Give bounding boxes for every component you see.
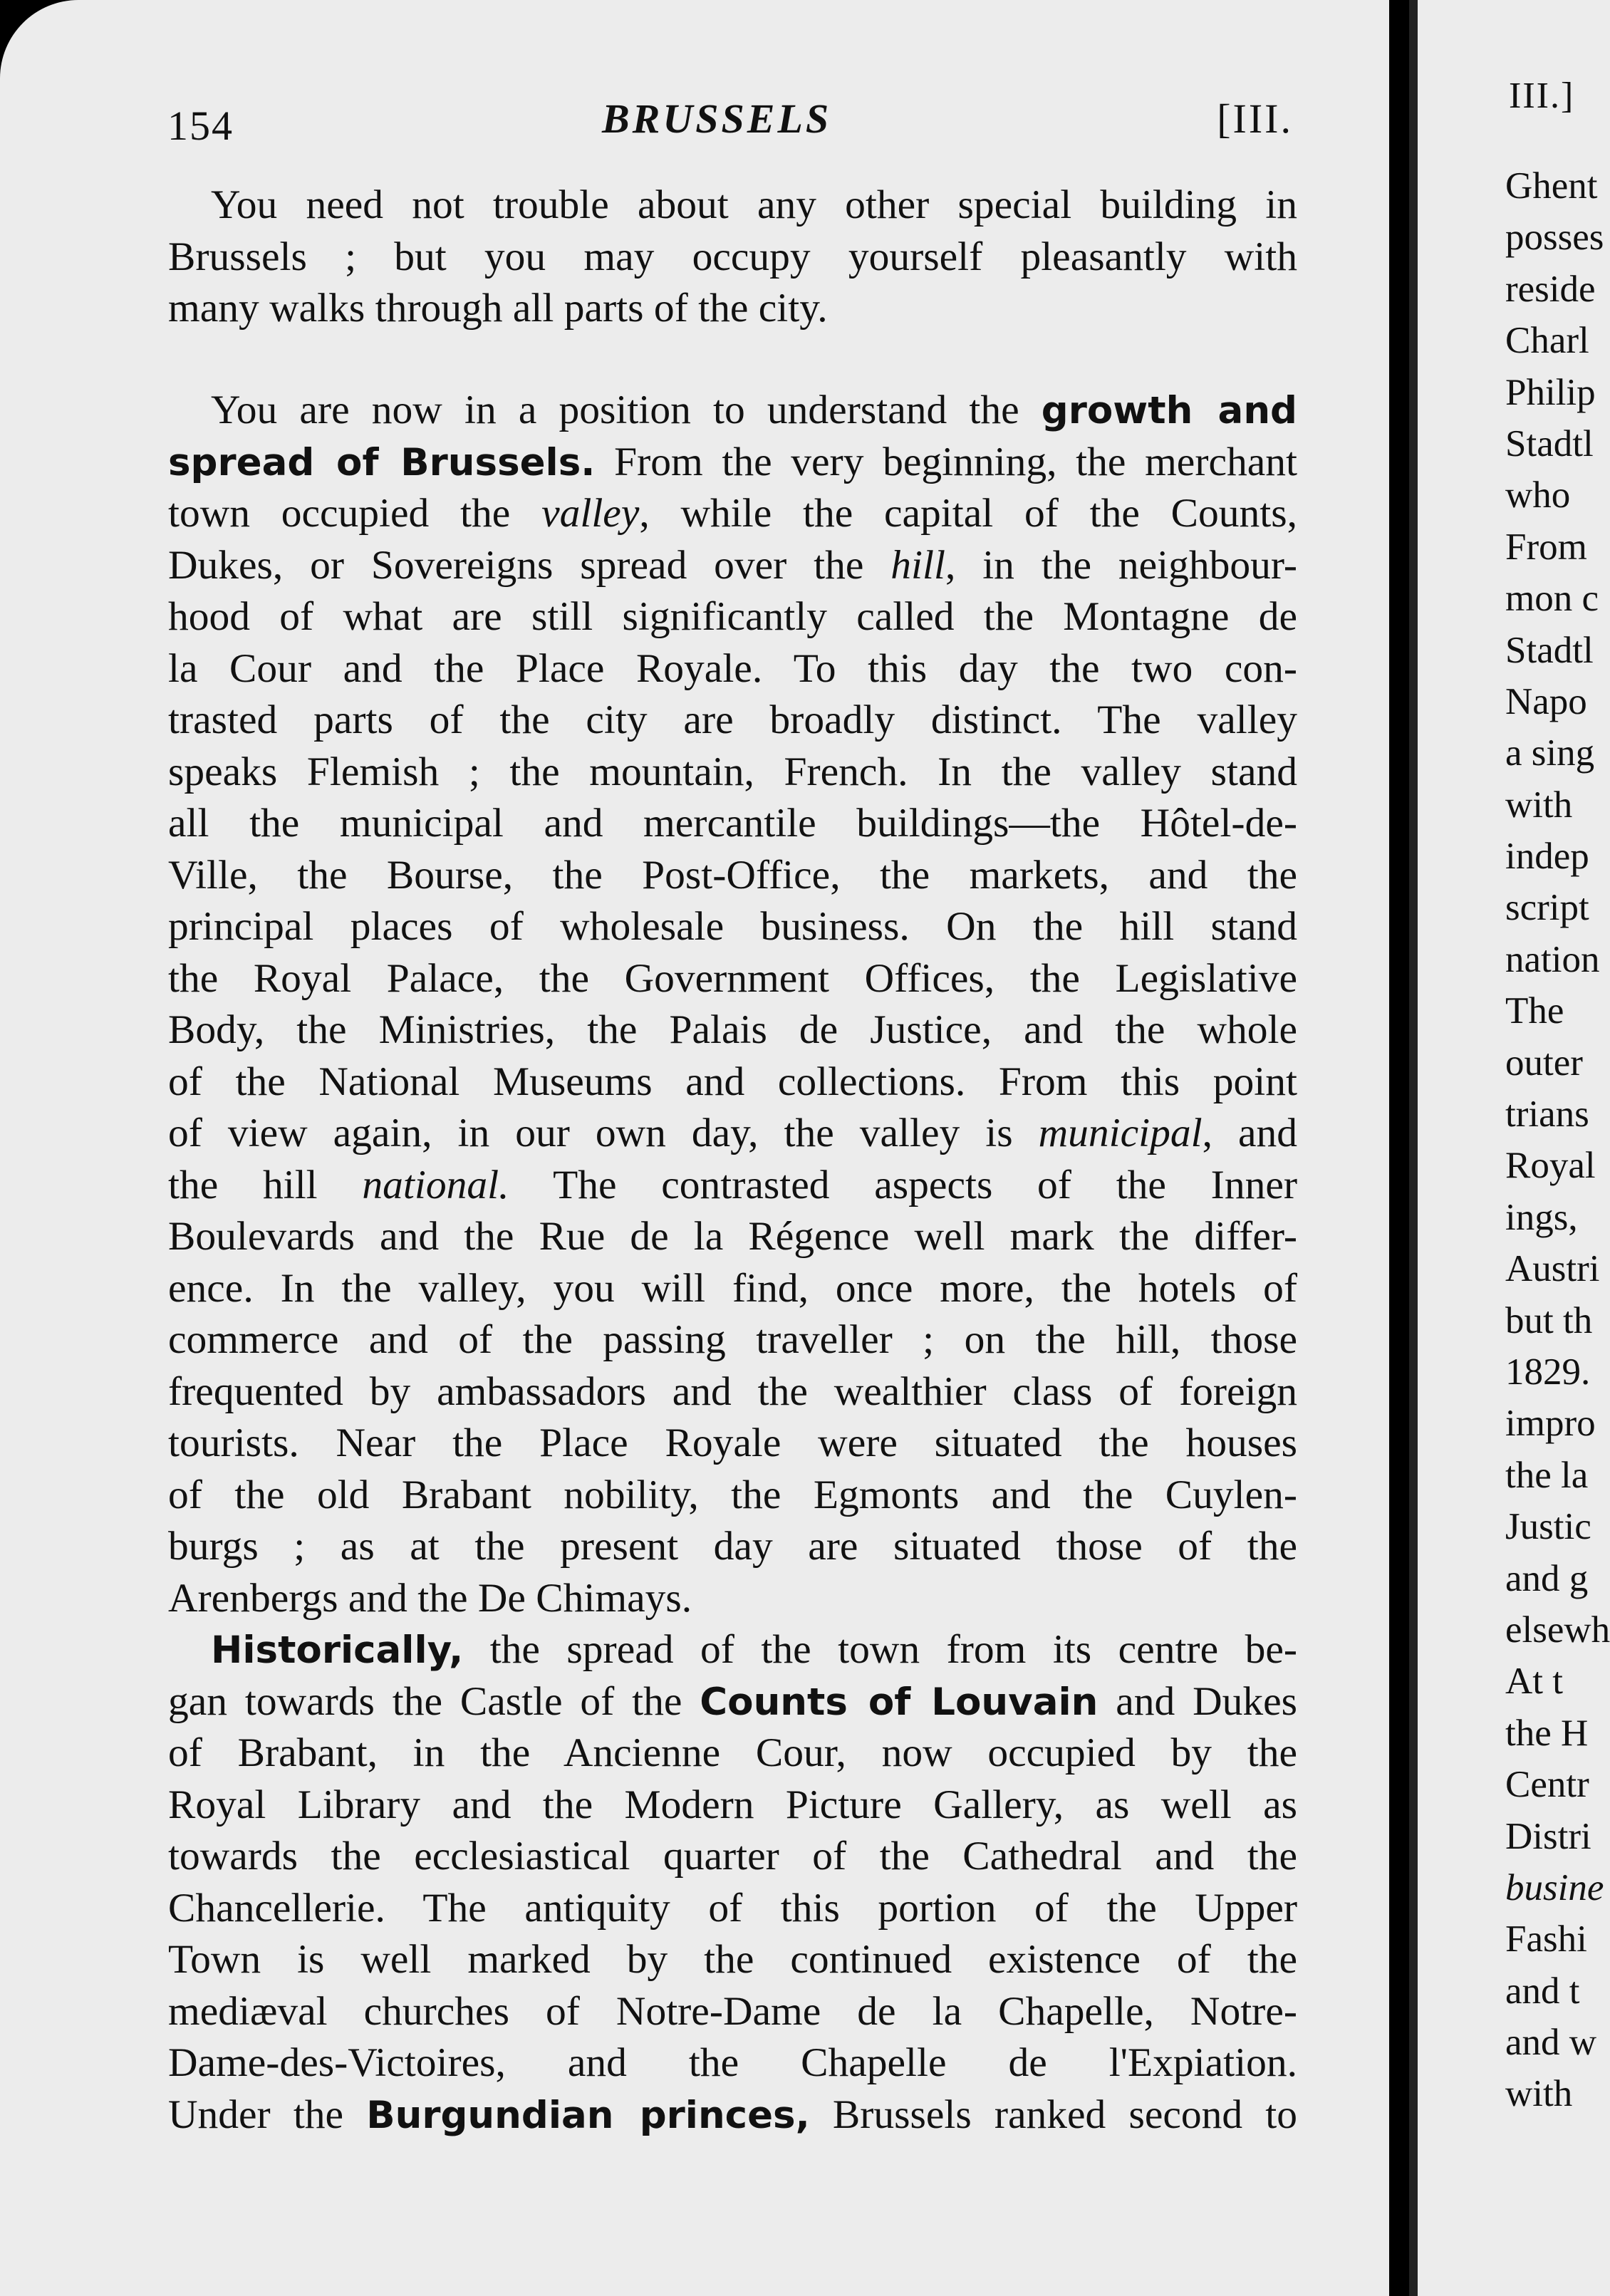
text-line: Town is well marked by the continued existence of the xyxy=(168,1937,1297,1982)
bold-term: growth and xyxy=(1041,389,1297,432)
text-line: but th xyxy=(1505,1299,1593,1341)
text-line: the Royal Palace, the Government Offices, the Legislative xyxy=(168,955,1297,1001)
text-line: tourists. Near the Place Royale were situated the houses xyxy=(168,1420,1297,1465)
text-line: Justic xyxy=(1505,1506,1591,1548)
text-line: many walks through all parts of the city. xyxy=(168,286,828,331)
text-line: speaks Flemish ; the mountain, French. In the valley stand xyxy=(168,749,1297,794)
text-line: mon c xyxy=(1505,578,1599,620)
text-line: busine xyxy=(1505,1866,1604,1908)
gutter-edge xyxy=(1409,0,1418,2296)
text-line: Dame-des-Victoires, and the Chapelle de l'Expiation. xyxy=(168,2040,1297,2085)
text-line: burgs ; as at the present day are situated those of the xyxy=(168,1524,1297,1569)
text-line: la Cour and the Place Royale. To this day the two con- xyxy=(168,645,1297,691)
text-line: From xyxy=(1505,526,1587,568)
text-line: gan towards the Castle of the Counts of Louvain and Dukes xyxy=(168,1678,1297,1724)
text-line: with xyxy=(1505,2073,1573,2115)
text-line: 1829. xyxy=(1505,1351,1591,1393)
text-line: trians xyxy=(1505,1094,1589,1136)
text-line: the hill national. The contrasted aspects of the Inner xyxy=(168,1162,1297,1207)
text-line: town occupied the valley, while the capital of the Counts, xyxy=(168,491,1297,536)
text-line: trasted parts of the city are broadly distinct. The valley xyxy=(168,697,1297,742)
text-line: of Brabant, in the Ancienne Cour, now occupied by the xyxy=(168,1730,1297,1775)
text-line: mediæval churches of Notre-Dame de la Chapelle, Notre- xyxy=(168,1988,1297,2034)
text-line: At t xyxy=(1505,1661,1563,1703)
italic-term: municipal xyxy=(1038,1111,1203,1155)
text-line: Dukes, or Sovereigns spread over the hill, in the neighbour- xyxy=(168,542,1297,588)
text-line: elsewh xyxy=(1505,1609,1610,1651)
text-line: the la xyxy=(1505,1454,1589,1496)
bold-term: Counts of Louvain xyxy=(700,1680,1099,1724)
text-line: Charl xyxy=(1505,320,1589,362)
text-line: script xyxy=(1505,887,1589,929)
text-line: You need not trouble about any other special building in xyxy=(211,182,1297,227)
text-line: of the National Museums and collections. From this point xyxy=(168,1059,1297,1104)
right-page-text xyxy=(1505,160,1610,2120)
text-line: commerce and of the passing traveller ; on the hill, those xyxy=(168,1317,1297,1362)
text-line: impro xyxy=(1505,1403,1596,1445)
text-line: principal places of wholesale business. On the hill stand xyxy=(168,904,1297,949)
text-line: Arenbergs and the De Chimays. xyxy=(168,1575,692,1621)
text-line: towards the ecclesiastical quarter of the Cathedral and the xyxy=(168,1834,1297,1879)
text-line: with xyxy=(1505,784,1573,826)
text-line: Brussels ; but you may occupy yourself pleasantly with xyxy=(168,234,1297,279)
text-line: the H xyxy=(1505,1712,1589,1754)
text-line: indep xyxy=(1505,836,1589,878)
text-line: ings, xyxy=(1505,1196,1578,1238)
text-line: spread of Brussels. From the very beginning, the merchant xyxy=(168,439,1297,484)
text-line: Fashi xyxy=(1505,1918,1587,1960)
text-line: Royal Library and the Modern Picture Gallery, as well as xyxy=(168,1782,1297,1827)
text-line: Ghent xyxy=(1505,165,1598,207)
text-line: who xyxy=(1505,474,1571,516)
running-title: BRUSSELS xyxy=(602,95,832,142)
text-line: Ville, the Bourse, the Post-Office, the markets, and the xyxy=(168,852,1297,898)
text-line: Boulevards and the Rue de la Régence well mark the differ- xyxy=(168,1214,1297,1259)
text-line: Royal xyxy=(1505,1145,1596,1187)
text-line: The xyxy=(1505,990,1564,1032)
text-line: Body, the Ministries, the Palais de Justice, and the whole xyxy=(168,1007,1297,1052)
bold-term: Historically, xyxy=(211,1629,464,1672)
text-line: Napo xyxy=(1505,680,1587,722)
paragraph-3 xyxy=(168,1624,1297,2141)
text-line: frequented by ambassadors and the wealthier class of foreign xyxy=(168,1368,1297,1414)
text-line: of view again, in our own day, the valley is municipal, and xyxy=(168,1111,1297,1155)
text-line: Philip xyxy=(1505,371,1596,413)
text-line: Centr xyxy=(1505,1764,1589,1806)
text-line: and w xyxy=(1505,2022,1597,2064)
text-line: ence. In the valley, you will find, once more, the hotels of xyxy=(168,1265,1297,1311)
right-chapter-mark: III.] xyxy=(1509,76,1575,116)
text-line: You are now in a position to understand the growth and xyxy=(211,388,1297,432)
text-line: all the municipal and mercantile buildings—the Hôtel-de- xyxy=(168,801,1297,846)
text-line: posses xyxy=(1505,217,1604,259)
text-line: Historically, the spread of the town from its centre be- xyxy=(211,1627,1297,1672)
chapter-mark: [III. xyxy=(1217,95,1293,142)
text-line: hood of what are still significantly called the Montagne de xyxy=(168,594,1297,639)
paragraph-2 xyxy=(168,385,1297,1624)
page-header xyxy=(167,89,1293,153)
text-line: Chancellerie. The antiquity of this portion of the Upper xyxy=(168,1885,1297,1931)
italic-term: hill xyxy=(890,542,945,588)
text-line: a sing xyxy=(1505,732,1595,774)
italic-term: national. xyxy=(362,1162,509,1207)
text-line: Stadtl xyxy=(1505,422,1594,464)
text-line: and g xyxy=(1505,1557,1589,1599)
text-line: nation xyxy=(1505,938,1600,980)
text-line: Stadtl xyxy=(1505,629,1594,671)
text-line: reside xyxy=(1505,268,1596,310)
bold-term: spread of Brussels. xyxy=(168,440,596,484)
text-line: and t xyxy=(1505,1970,1580,2012)
bold-term: Burgundian princes, xyxy=(366,2093,810,2137)
text-line: of the old Brabant nobility, the Egmonts and the Cuylen- xyxy=(168,1472,1297,1517)
italic-term: valley xyxy=(541,491,640,536)
page-number: 154 xyxy=(167,103,234,149)
text-line: Distri xyxy=(1505,1815,1591,1857)
text-line: Under the Burgundian princes, Brussels ranked second to xyxy=(168,2092,1297,2137)
paragraph-1 xyxy=(168,180,1297,335)
text-line: outer xyxy=(1505,1041,1583,1084)
text-line: Austri xyxy=(1505,1248,1600,1290)
